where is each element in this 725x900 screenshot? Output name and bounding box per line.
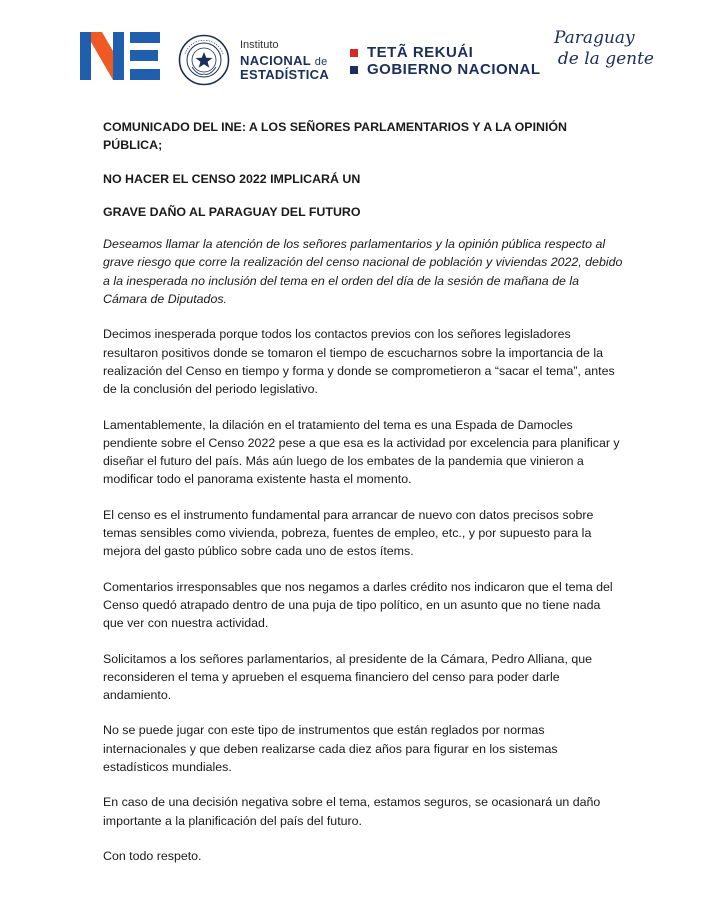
paragraph: Solicitamos a los señores parlamentarios, al presidente de la Cámara, Pedro Alliana, que reconsideren el tema y aprueben el esquema financiero del censo para poder darle andamiento. bbox=[103, 651, 593, 703]
paragraph: Decimos inesperada porque todos los contactos previos con los señores legisladores resultaron positivos donde se tomaron el tiempo de escucharnos sobre la importancia de la realización del Censo en tiempo y forma y donde se comprometieron a “sacar el tema”, antes de la conclusión del periodo legislativo. bbox=[103, 327, 615, 397]
document-title-line2: NO HACER EL CENSO 2022 IMPLICARÁ UN bbox=[103, 171, 361, 186]
national-seal-icon bbox=[178, 34, 230, 86]
intro-paragraph: Deseamos llamar la atención de los señores parlamentarios y la opinión pública respecto al grave riesgo que corre la realización del censo nacional de población y viviendas 2022, debido a la inesperada no inclusión del tema en el orden del día de la sesión de mañana de la Cámara de Diputados. bbox=[103, 237, 623, 307]
document-title-line3: GRAVE DAÑO AL PARAGUAY DEL FUTURO bbox=[103, 204, 361, 219]
navy-square-icon bbox=[350, 66, 358, 74]
closing-line: Con todo respeto. bbox=[103, 848, 202, 863]
institute-line2: ESTADÍSTICA bbox=[240, 67, 330, 82]
gov-line1-text: TETÃ REKUÁI bbox=[367, 44, 474, 61]
paragraph: El censo es el instrumento fundamental para arrancar de nuevo con datos precisos sobre temas sensibles como vivienda, pobreza, fuentes de empleo, etc., y por supuesto para la mejora del gasto público sobre cada uno de estos ítems. bbox=[103, 507, 594, 559]
slogan-logo bbox=[552, 28, 662, 71]
government-label bbox=[350, 44, 541, 79]
ine-logo bbox=[80, 32, 160, 80]
paragraph: Comentarios irresponsables que nos negamos a darles crédito nos indicaron que el tema del Censo quedó atrapado dentro de una puja de tipo político, en un asunto que no tiene nada que ver con nuestra actividad. bbox=[103, 579, 613, 631]
institute-name bbox=[240, 40, 329, 81]
institute-line1: NACIONAL de bbox=[240, 53, 328, 68]
gov-line-1 bbox=[350, 44, 541, 61]
institute-small-label: Instituto bbox=[240, 39, 279, 51]
paragraph: No se puede jugar con este tipo de instrumentos que están reglados por normas internacionales y que deben realizarse cada diez años para figurar en los sistemas estadísticos mundiales. bbox=[103, 723, 558, 775]
paragraph: Lamentablemente, la dilación en el tratamiento del tema es una Espada de Damocles pendiente sobre el Censo 2022 pese a que esa es la actividad por excelencia para planificar y diseñar el futuro del país. Más aún luego de los embates de la pandemia que vinieron a modificar todo el panorama existente hasta el momento. bbox=[103, 417, 620, 487]
paragraph: En caso de una decisión negativa sobre el tema, estamos seguros, se ocasionará un daño importante a la planificación del país del futuro. bbox=[103, 795, 601, 828]
slogan-line1: Paraguay bbox=[554, 28, 635, 48]
letterhead bbox=[0, 0, 725, 110]
red-square-icon bbox=[350, 49, 358, 57]
gov-line-2 bbox=[350, 61, 541, 78]
document-title-line1: COMUNICADO DEL INE: A LOS SEÑORES PARLAMENTARIOS Y A LA OPINIÓN PÚBLICA; bbox=[103, 120, 567, 153]
slogan-line2: de la gente bbox=[557, 49, 654, 70]
communique-body bbox=[103, 118, 623, 882]
gov-line2-text: GOBIERNO NACIONAL bbox=[367, 61, 541, 79]
